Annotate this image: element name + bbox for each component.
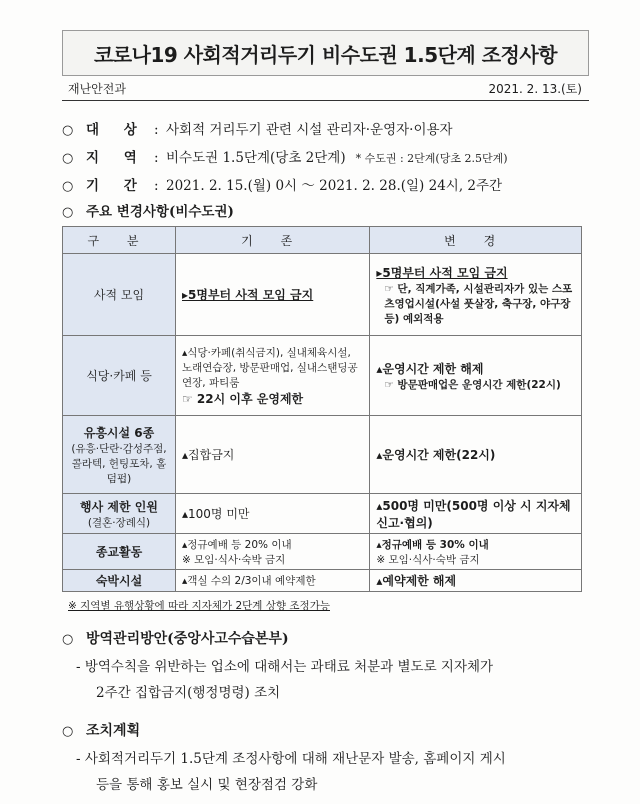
- section-body: - 사회적거리두기 1.5단계 조정사항에 대해 재난문자 발송, 홈페이지 게시 등을 통해 홍보 실시 및 현장점검 강화: [76, 751, 506, 793]
- changes-heading: 주요 변경사항(비수도권): [86, 204, 234, 220]
- document-date: 2021. 2. 13.(토): [488, 82, 582, 96]
- document-title: 코로나19 사회적거리두기 비수도권 1.5단계 조정사항: [62, 30, 589, 76]
- table-row: [63, 254, 582, 336]
- row-category: 행사 제한 인원 (결혼·장례식): [63, 494, 176, 534]
- row-after: ▴운영시간 제한(22시): [370, 416, 582, 494]
- header-divider: [62, 100, 589, 101]
- department: 재난안전과: [68, 82, 126, 96]
- bullet-marker: ○: [62, 205, 74, 220]
- row-before: ▴식당·카페(취식금지), 실내체육시설, 노래연습장, 방문판매업, 실내스탠딩공연장, 파티룸 ☞ 22시 이후 운영제한: [176, 336, 370, 416]
- bullet-marker: ○: [62, 179, 74, 194]
- table-header-row: [63, 227, 582, 254]
- info-value: 2021. 2. 15.(월) 0시 ～ 2021. 2. 28.(일) 24시, 2주간: [166, 178, 503, 194]
- info-value: 비수도권 1.5단계(당초 2단계): [166, 150, 346, 166]
- row-category: 사적 모임: [63, 254, 176, 336]
- row-after: ▴운영시간 제한 해제 ☞ 방문판매업은 운영시간 제한(22시): [370, 336, 582, 416]
- row-before: ▴집합금지: [176, 416, 370, 494]
- row-after: ▴500명 미만(500명 이상 시 지자체 신고·협의): [370, 494, 582, 534]
- header-category: 구 분: [63, 227, 176, 254]
- row-after: ▴예약제한 해제: [370, 570, 582, 592]
- footnote: ※ 지역별 유행상황에 따라 지자체가 2단계 상향 조정가능: [68, 600, 330, 612]
- bullet-marker: ○: [62, 151, 74, 166]
- info-note: * 수도권 : 2단계(당초 2.5단계): [355, 152, 508, 165]
- table-row: [63, 570, 582, 592]
- row-category: 숙박시설: [63, 570, 176, 592]
- info-region: ○ 지 역 : 비수도권 1.5단계(당초 2단계) * 수도권 : 2단계(당초 2.5단계): [62, 146, 508, 166]
- row-before: ▴정규예배 등 20% 이내 ※ 모임·식사·숙박 금지: [176, 534, 370, 570]
- table-row: [63, 494, 582, 534]
- info-label: 대 상: [86, 122, 147, 138]
- row-before: ▸5명부터 사적 모임 금지: [176, 254, 370, 336]
- info-value: 사회적 거리두기 관련 시설 관리자·운영자·이용자: [166, 122, 453, 138]
- section-title: ○ 방역관리방안(중앙사고수습본부): [62, 631, 289, 647]
- table-row: [63, 336, 582, 416]
- info-label: 기 간: [86, 178, 147, 194]
- row-category: 유흥시설 6종 (유흥·단란·감성주점, 콜라텍, 헌팅포차, 홀덤펍): [63, 416, 176, 494]
- bullet-marker: ○: [62, 123, 74, 138]
- header-after: 변 경: [370, 227, 582, 254]
- section-body: - 방역수칙을 위반하는 업소에 대해서는 과태료 처분과 별도로 지자체가 2주간 집합금지(행정명령) 조치: [76, 659, 494, 701]
- info-label: 지 역: [86, 150, 147, 166]
- header-before: 기 존: [176, 227, 370, 254]
- changes-heading-row: [62, 200, 234, 220]
- row-after: ▸5명부터 사적 모임 금지 ☞ 단, 직계가족, 시설관리자가 있는 스포츠영업시설(사설 풋살장, 축구장, 야구장 등) 예외적용: [370, 254, 582, 336]
- row-category: 종교활동: [63, 534, 176, 570]
- row-category: 식당·카페 등: [63, 336, 176, 416]
- section-title: ○ 조치계획: [62, 723, 141, 739]
- changes-table: [62, 226, 582, 592]
- table-row: [63, 416, 582, 494]
- row-before: ▴객실 수의 2/3이내 예약제한: [176, 570, 370, 592]
- row-before: ▴100명 미만: [176, 494, 370, 534]
- info-target: ○ 대 상 : 사회적 거리두기 관련 시설 관리자·운영자·이용자: [62, 118, 453, 138]
- info-period: ○ 기 간 : 2021. 2. 15.(월) 0시 ～ 2021. 2. 28.(일) 24시, 2주간: [62, 174, 502, 194]
- row-after: ▴정규예배 등 30% 이내 ※ 모임·식사·숙박 금지: [370, 534, 582, 570]
- table-row: [63, 534, 582, 570]
